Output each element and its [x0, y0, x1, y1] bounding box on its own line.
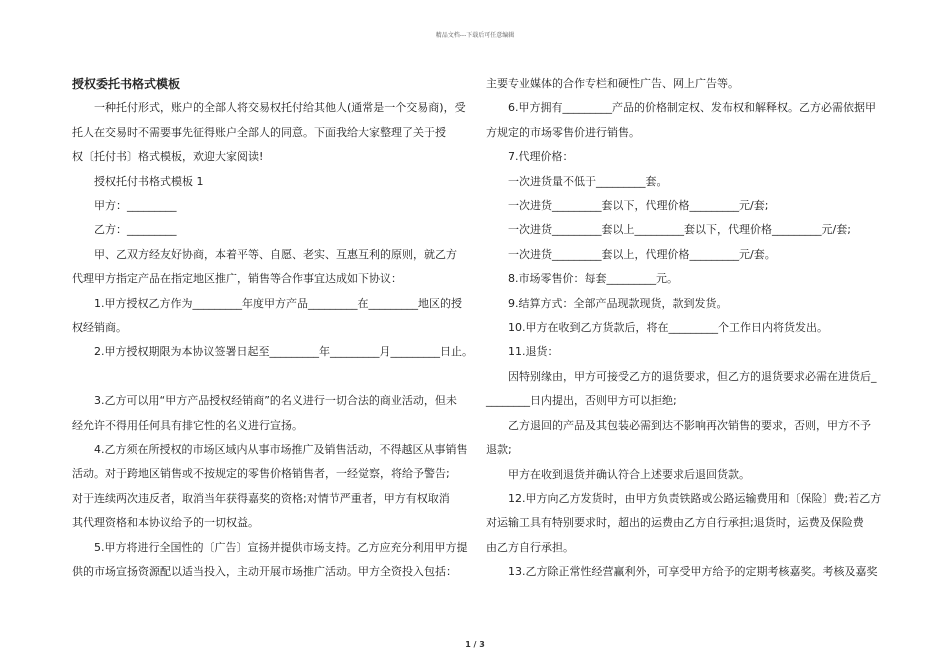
- paragraph-line: 12.甲方向乙方发货时，由甲方负责铁路或公路运输费用和〔保险〕费;若乙方: [486, 491, 882, 505]
- paragraph-line: 对运输工具有特别要求时，超出的运费由乙方自行承担;退货时，运费及保险费: [486, 516, 864, 530]
- paragraph-line: 主要专业媒体的合作专栏和硬性广告、网上广告等。: [486, 77, 739, 90]
- paragraph-line: 一次进货_________套以下，代理价格_________元/套;: [486, 199, 769, 213]
- paragraph-line: 3.乙方可以用“甲方产品授权经销商”的名义进行一切合法的商业活动，但未: [72, 394, 457, 408]
- paragraph-line: 乙方：_________: [72, 223, 177, 237]
- page-header: 精品文档---下载后可任意编辑: [435, 32, 515, 39]
- paragraph-line: 4.乙方须在所授权的市场区域内从事市场推广及销售活动，不得越区从事销售: [72, 443, 468, 457]
- paragraph-line: 一次进货_________套以上，代理价格_________元/套。: [486, 247, 776, 261]
- paragraph-line: 13.乙方除正常性经营赢利外，可享受甲方给予的定期考核嘉奖。考核及嘉奖: [486, 565, 878, 579]
- paragraph-line: 10.甲方在收到乙方货款后，将在_________个工作日内将货发出。: [486, 321, 828, 335]
- page-number: 1 / 3: [465, 640, 485, 649]
- paragraph-line: 5.甲方将进行全国性的〔广告〕宣扬并提供市场支持。乙方应充分利用甲方提: [72, 540, 468, 554]
- paragraph-line: 托人在交易时不需要事先征得账户全部人的同意。下面我给大家整理了关于授: [72, 125, 446, 139]
- paragraph-line: 授权托付书格式模板 1: [72, 174, 204, 188]
- paragraph-line: ________日内提出，否则甲方可以拒绝;: [486, 394, 677, 408]
- paragraph-line: 因特别缘由，甲方可接受乙方的退货要求，但乙方的退货要求必需在进货后_: [486, 369, 877, 383]
- paragraph-line: 6.甲方拥有_________产品的价格制定权、发布权和解释权。乙方必需依据甲: [486, 101, 876, 115]
- document-title: 授权委托书格式模板: [72, 77, 181, 91]
- paragraph-line: 代理甲方指定产品在指定地区推广，销售等合作事宜达成如下协议：: [72, 272, 402, 286]
- paragraph-line: 甲方在收到退货并确认符合上述要求后退回货款。: [486, 467, 750, 481]
- paragraph-line: 权〔托付书〕格式模板，欢迎大家阅读!: [72, 150, 264, 164]
- paragraph-line: 1.甲方授权乙方作为_________年度甲方产品_________在_________地区的授: [72, 296, 462, 310]
- paragraph-line: 由乙方自行承担。: [486, 540, 574, 554]
- paragraph-line: 退款;: [486, 443, 512, 457]
- paragraph-line: 供的市场宣扬资源配以适当投入，主动开展市场推广活动。甲方全资投入包括：: [72, 565, 457, 579]
- left-column: [72, 72, 473, 585]
- paragraph-line: 权经销商。: [72, 321, 127, 335]
- paragraph-line: 方规定的市场零售价进行销售。: [486, 125, 640, 139]
- paragraph-line: 乙方退回的产品及其包装必需到达不影响再次销售的要求，否则，甲方不予: [486, 418, 871, 432]
- right-column: [486, 72, 881, 585]
- paragraph-line: 11.退货：: [486, 345, 559, 359]
- paragraph-line: 经允许不得用任何具有排它性的名义进行宣扬。: [72, 418, 303, 432]
- paragraph-line: 2.甲方授权期限为本协议签署日起至_________年_________月_________日止。: [72, 345, 473, 359]
- paragraph-line: 对于连续两次违反者，取消当年获得嘉奖的资格;对情节严重者，甲方有权取消: [72, 491, 450, 505]
- paragraph-line: 8.市场零售价：每套_________元。: [486, 272, 678, 286]
- paragraph-line: 9.结算方式：全部产品现款现货，款到发货。: [486, 296, 728, 310]
- paragraph-line: 其代理资格和本协议给予的一切权益。: [72, 516, 259, 530]
- paragraph-line: 一种托付形式，账户的全部人将交易权托付给其他人(通常是一个交易商)，受: [72, 101, 466, 115]
- paragraph-line: 甲方：_________: [72, 199, 177, 213]
- paragraph-line: 一次进货量不低于_________套。: [486, 174, 668, 188]
- paragraph-line: 活动。对于跨地区销售或不按规定的零售价格销售者，一经觉察，将给予警告;: [72, 467, 450, 481]
- paragraph-line: 甲、乙双方经友好协商，本着平等、自愿、老实、互惠互利的原则，就乙方: [72, 247, 457, 261]
- paragraph-line: 一次进货_________套以上_________套以下，代理价格_________元/套;: [486, 223, 851, 237]
- paragraph-line: 7.代理价格：: [486, 150, 574, 164]
- paragraph-gap: [72, 365, 464, 389]
